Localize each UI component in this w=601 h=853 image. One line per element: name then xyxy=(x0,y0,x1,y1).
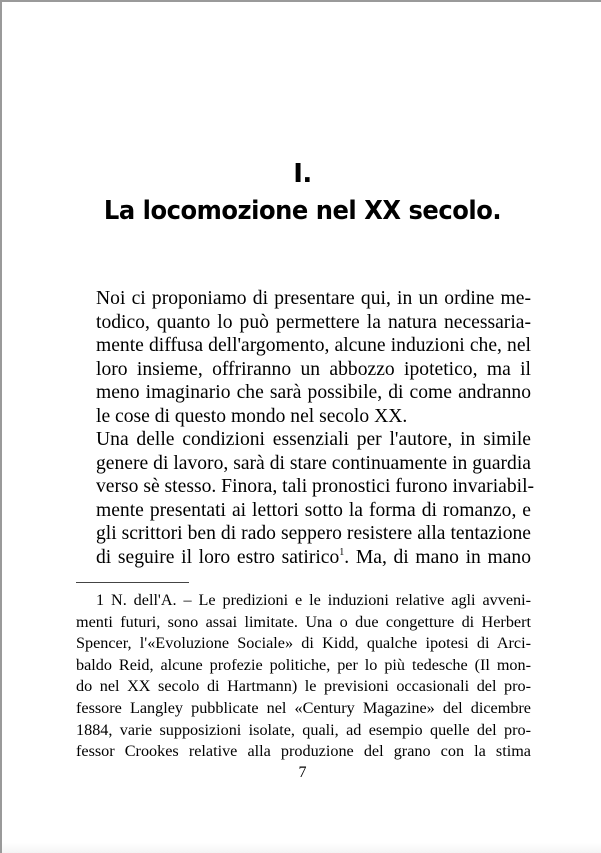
chapter-number: I. xyxy=(293,159,312,189)
text-line: mente diffusa dell'argomento, alcune induzioni che, nel xyxy=(96,335,531,356)
footnote-line: do nel XX secolo di Hartmann) le previsioni occasionali del pro- xyxy=(76,677,531,696)
main-text xyxy=(76,287,535,569)
footnote-line: fessor Crookes relative alla produzione del grano con la stima xyxy=(76,742,531,761)
text-line xyxy=(76,546,531,570)
footnote-separator xyxy=(76,582,189,583)
footnote-line: Spencer, l'«Evoluzione Sociale» di Kidd, qualche ipotesi di Arci- xyxy=(76,634,531,653)
text-line: gli scrittori ben di rado seppero resistere alla tentazione xyxy=(96,523,531,544)
page-edge-shadow xyxy=(2,843,601,853)
text-segment: . Ma, di mano in mano xyxy=(344,546,531,568)
text-line: genere di lavoro, sarà di stare continuamente in guardia xyxy=(96,452,531,474)
text-segment: di seguire il loro estro satirico xyxy=(96,546,340,568)
footnote-line: 1 N. dell'A. – Le predizioni e le induzioni relative agli avveni- xyxy=(96,591,531,609)
footnote-line: baldo Reid, alcune profezie politiche, per lo più tedesche (Il mon- xyxy=(76,655,531,674)
page-number: 7 xyxy=(298,764,307,781)
footnote xyxy=(76,590,531,763)
paragraph-1 xyxy=(76,287,531,428)
text-line: Noi ci proponiamo di presentare qui, in un ordine me- xyxy=(96,288,531,309)
chapter-title: La locomozione nel XX secolo. xyxy=(103,196,502,226)
text-line: loro insieme, offriranno un abbozzo ipotetico, ma il xyxy=(96,358,531,380)
text-line: todico, quanto lo può permettere la natura necessaria- xyxy=(96,311,531,333)
footnote-line: fessore Langley pubblicate nel «Century Magazine» del dicembre xyxy=(76,698,531,717)
text-line: verso sè stesso. Finora, tali pronostici furono invariabil- xyxy=(96,476,535,497)
text-line: mente presentati ai lettori sotto la forma di romanzo, e xyxy=(96,499,531,521)
text-line: meno imaginario che sarà possibile, di come andranno xyxy=(96,382,531,403)
text-line: le cose di questo mondo nel secolo XX. xyxy=(96,405,408,427)
text-line: Una delle condizioni essenziali per l'autore, in simile xyxy=(96,429,531,450)
footnote-line: 1884, varie supposizioni isolate, quali, ad esempio quelle del pro- xyxy=(76,720,531,739)
footnote-reference[interactable]: 1 xyxy=(339,546,345,558)
footnote-line: menti futuri, sono assai limitate. Una o due congetture di Herbert xyxy=(76,612,531,631)
paragraph-2 xyxy=(76,428,535,569)
